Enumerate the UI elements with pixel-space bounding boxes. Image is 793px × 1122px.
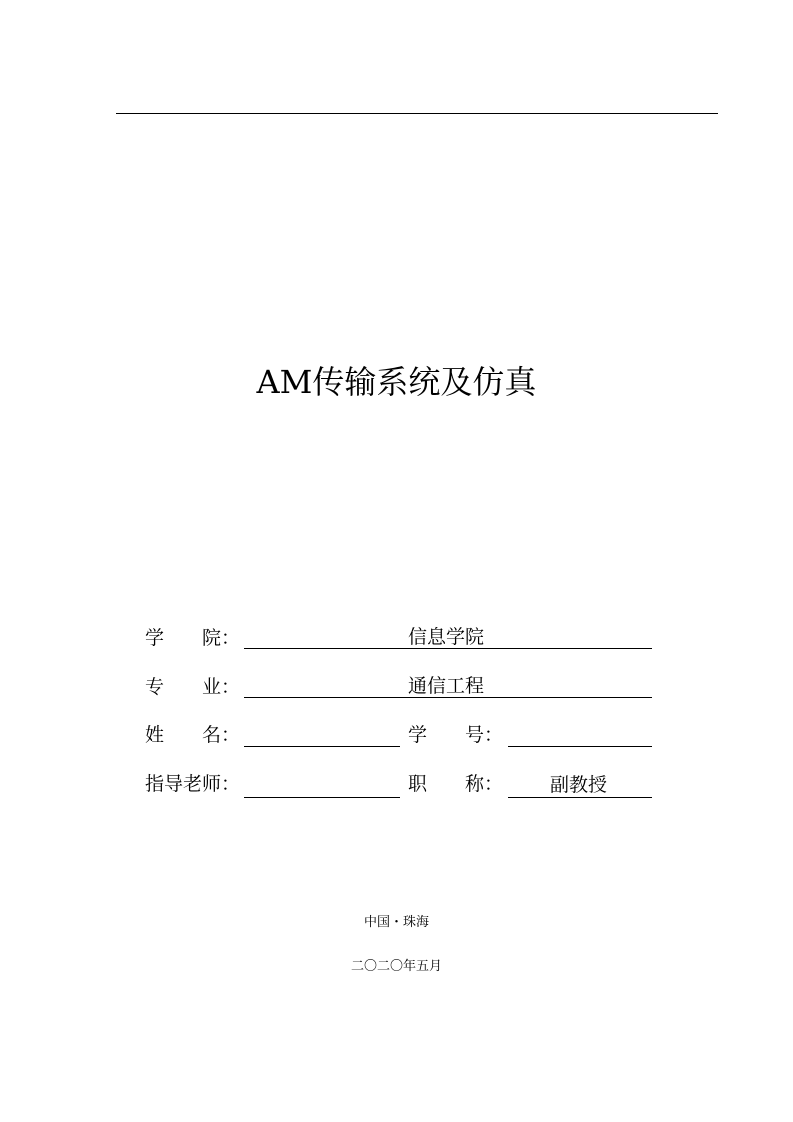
title-rank-label: 职 称： xyxy=(408,773,504,795)
advisor-underline xyxy=(244,797,400,798)
college-value: 信息学院 xyxy=(408,626,485,648)
student-id-label: 学 号： xyxy=(408,724,504,746)
title-rank-value: 副教授 xyxy=(550,774,608,796)
name-label: 姓 名： xyxy=(145,724,241,746)
name-underline xyxy=(244,746,400,747)
location-text: 中国・珠海 xyxy=(363,915,429,930)
document-title: AM传输系统及仿真 xyxy=(256,363,537,401)
college-label: 学 院： xyxy=(145,627,241,649)
major-value: 通信工程 xyxy=(408,675,485,697)
header-rule xyxy=(116,113,718,114)
major-label: 专 业： xyxy=(145,676,241,698)
date-text: 二〇二〇年五月 xyxy=(350,959,442,974)
student-id-underline xyxy=(508,746,652,747)
advisor-label: 指导老师： xyxy=(145,773,241,795)
